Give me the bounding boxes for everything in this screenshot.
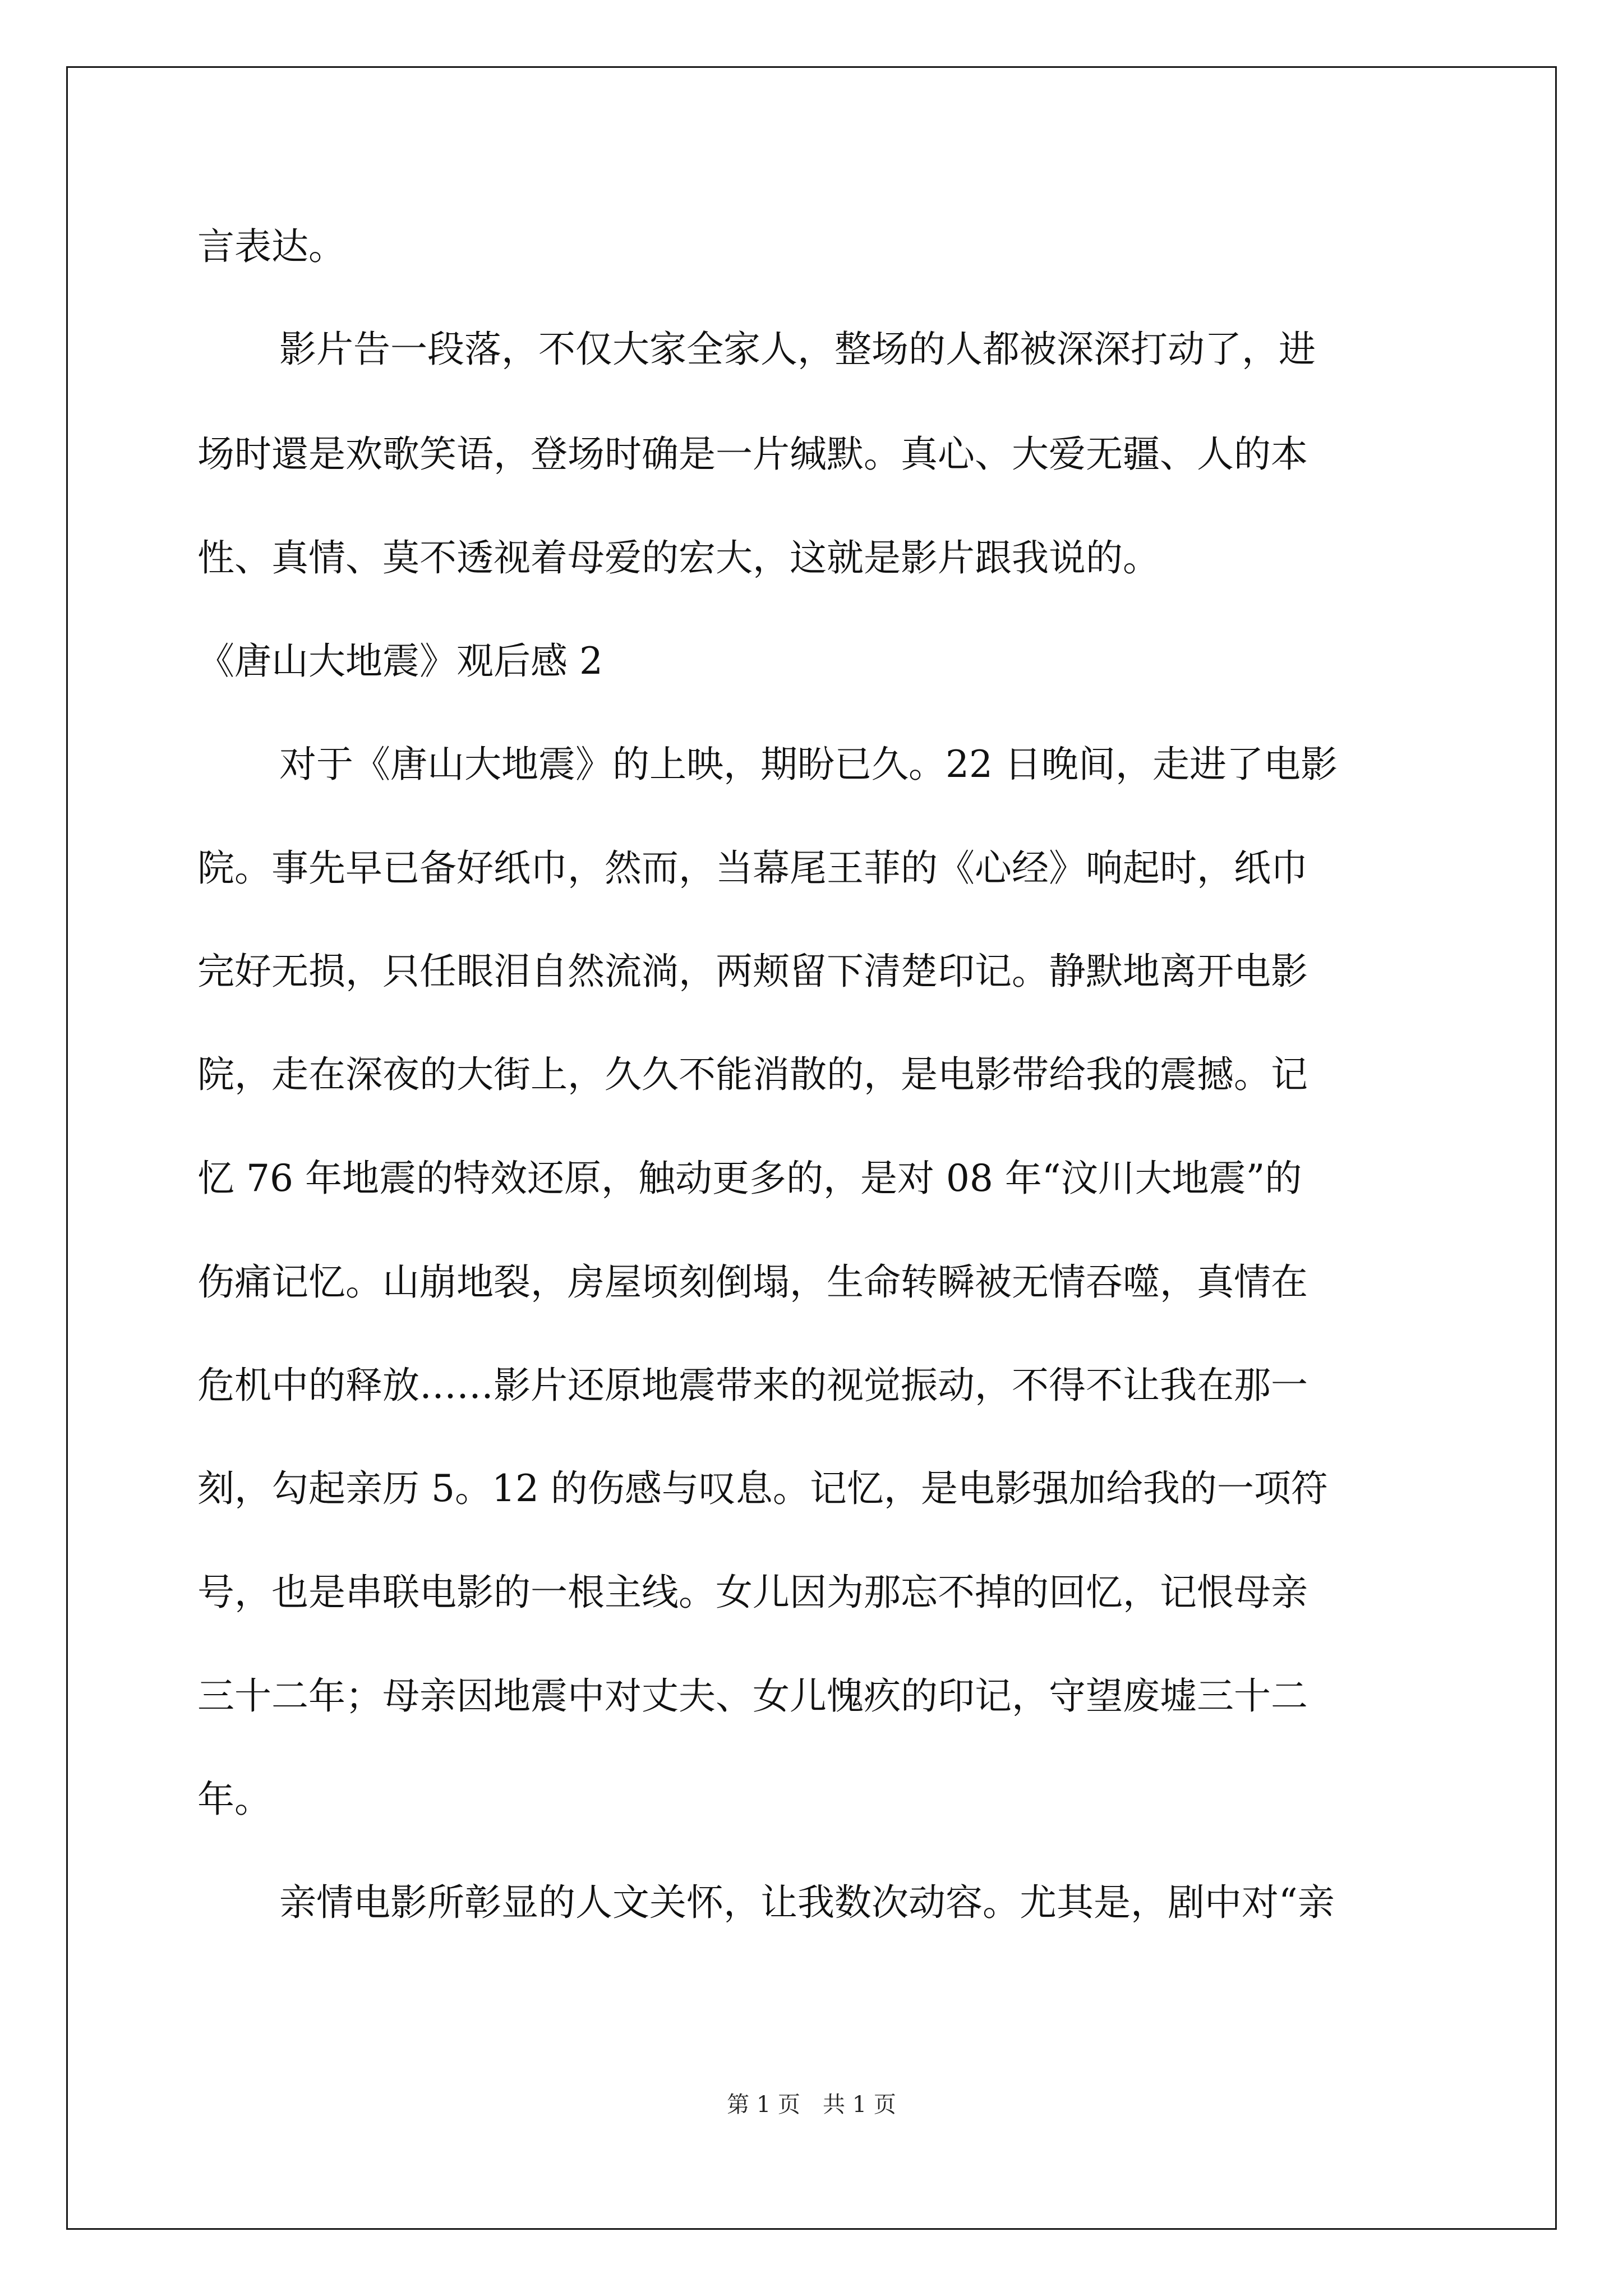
paragraph-start-line: 对于《唐山大地震》的上映，期盼已久。22 日晚间，走进了电影 (279, 743, 1338, 786)
section-heading: 《唐山大地震》观后感 2 (197, 639, 603, 683)
paragraph-start-line: 影片告一段落，不仅大家全家人，整场的人都被深深打动了，进 (279, 328, 1316, 371)
text-line: 忆 76 年地震的特效还原，触动更多的，是对 08 年“汶川大地震”的 (197, 1157, 1302, 1200)
text-line: 号，也是串联电影的一根主线。女儿因为那忘不掉的回忆，记恨母亲 (197, 1571, 1308, 1614)
text-line: 完好无损，只任眼泪自然流淌，两颊留下清楚印记。静默地离开电影 (197, 950, 1308, 993)
text-line: 性、真情、莫不透视着母爱的宏大，这就是影片跟我说的。 (197, 536, 1160, 579)
text-line: 言表达。 (197, 225, 345, 268)
text-line: 场时還是欢歌笑语，登场时确是一片缄默。真心、大爱无疆、人的本 (197, 432, 1308, 476)
text-line: 危机中的释放……影片还原地震带来的视觉振动，不得不让我在那一 (197, 1364, 1308, 1407)
text-line: 三十二年；母亲因地震中对丈夫、女儿愧疚的印记，守望废墟三十二 (197, 1674, 1308, 1718)
text-line: 院。事先早已备好纸巾，然而，当幕尾王菲的《心经》响起时，纸巾 (197, 846, 1308, 890)
text-line: 院，走在深夜的大街上，久久不能消散的，是电影带给我的震撼。记 (197, 1053, 1308, 1096)
paragraph-start-line: 亲情电影所彰显的人文关怀，让我数次动容。尤其是，剧中对“亲 (279, 1881, 1335, 1924)
text-line: 刻，勾起亲历 5。12 的伤感与叹息。记忆，是电影强加给我的一项符 (197, 1467, 1328, 1510)
text-line: 伤痛记忆。山崩地裂，房屋顷刻倒塌，生命转瞬被无情吞噬，真情在 (197, 1260, 1308, 1304)
page-footer: 第 1 页 共 1 页 (727, 2092, 896, 2118)
text-line: 年。 (197, 1778, 271, 1821)
